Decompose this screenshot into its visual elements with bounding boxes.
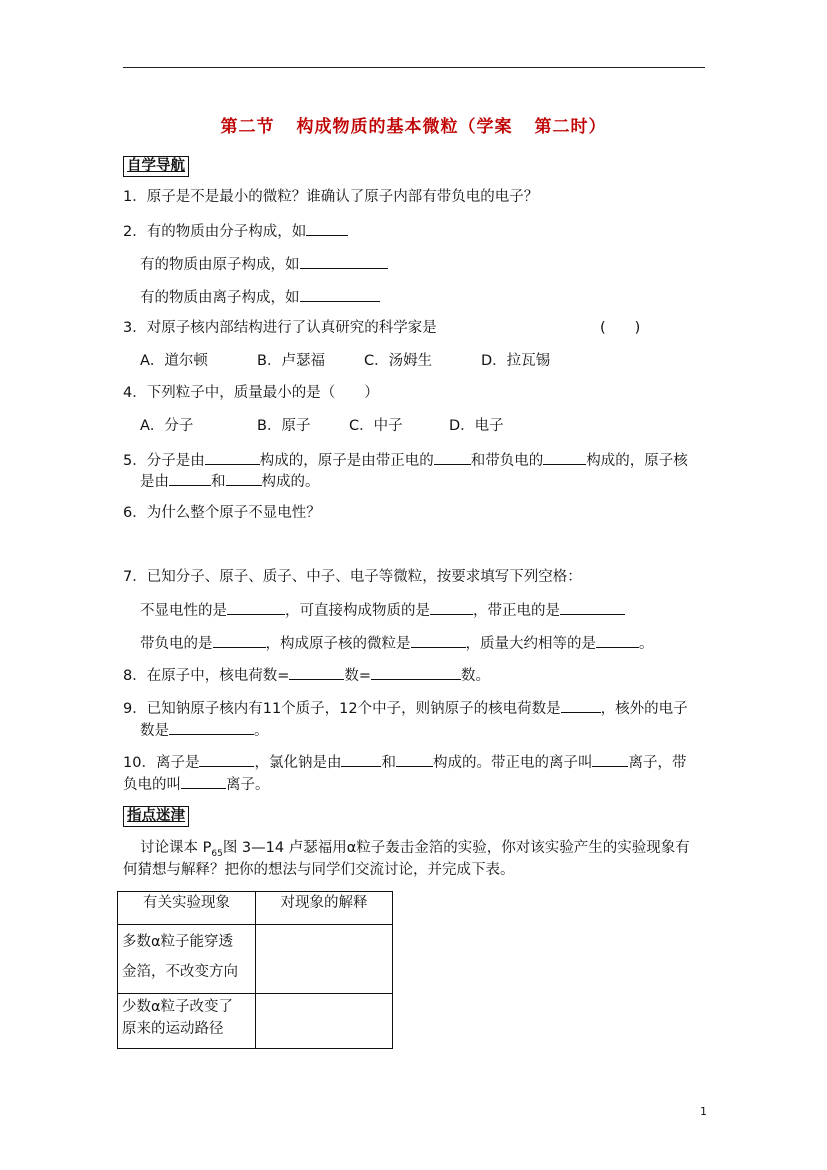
title-main: 构成物质的基本微粒（学案 xyxy=(296,117,513,137)
title-period: 第二时） xyxy=(534,117,607,137)
question-1: 1．原子是不是最小的微粒？谁确认了原子内部有带负电的电子？ xyxy=(123,189,539,205)
question-2a: 2．有的物质由分子构成，如 xyxy=(123,220,348,242)
experiment-table xyxy=(117,891,393,1049)
option-a[interactable]: A．分子 xyxy=(140,418,194,434)
section-guidance: 指点迷津 xyxy=(123,806,189,827)
answer-blank[interactable] xyxy=(592,751,628,767)
question-6: 6．为什么整个原子不显电性？ xyxy=(123,505,321,521)
answer-blank[interactable] xyxy=(227,599,285,615)
answer-blank[interactable] xyxy=(561,697,601,713)
option-d[interactable]: D．拉瓦锡 xyxy=(481,353,551,369)
question-4-options xyxy=(140,416,504,436)
option-b[interactable]: B．原子 xyxy=(257,418,311,434)
answer-blank[interactable] xyxy=(434,449,471,465)
answer-blank[interactable] xyxy=(169,719,254,735)
answer-blank[interactable] xyxy=(396,751,433,767)
question-10: 10．离子是 ，氯化钠是由 和 构成的。带正电的离子叫 离子，带 xyxy=(123,751,686,773)
answer-blank[interactable] xyxy=(560,599,625,615)
question-5-cont: 是由 和 构成的。 xyxy=(140,470,320,492)
answer-blank[interactable] xyxy=(289,664,344,680)
option-c[interactable]: C．汤姆生 xyxy=(364,353,433,369)
answer-blank[interactable] xyxy=(371,664,461,680)
question-3-options xyxy=(140,351,550,371)
table-cell-explanation-1[interactable] xyxy=(256,925,393,994)
answer-blank[interactable] xyxy=(181,773,226,789)
question-9: 9．已知钠原子核内有11个质子，12个中子，则钠原子的核电荷数是 ，核外的电子 xyxy=(123,697,688,719)
page-ref-subscript: 65 xyxy=(211,848,223,859)
answer-blank[interactable] xyxy=(543,449,586,465)
table-header-phenomenon: 有关实验现象 xyxy=(118,892,256,925)
answer-blank[interactable] xyxy=(213,632,266,648)
option-c[interactable]: C．中子 xyxy=(349,418,403,434)
question-7-line1: 不显电性的是 ，可直接构成物质的是 ，带正电的是 xyxy=(140,599,625,621)
question-5: 5．分子是由 构成的，原子是由带正电的 和带负电的 构成的，原子核 xyxy=(123,449,688,471)
option-a[interactable]: A．道尔顿 xyxy=(140,353,208,369)
answer-blank[interactable] xyxy=(306,220,348,236)
title-section: 第二节 xyxy=(220,117,275,137)
answer-blank[interactable] xyxy=(169,470,211,486)
section-self-study: 自学导航 xyxy=(123,156,189,177)
answer-blank[interactable] xyxy=(205,449,260,465)
discussion-line2: 何猜想与解释？把你的想法与同学们交流讨论，并完成下表。 xyxy=(123,862,515,878)
answer-blank[interactable] xyxy=(300,286,380,302)
option-d[interactable]: D．电子 xyxy=(449,418,504,434)
header-rule xyxy=(123,67,705,68)
answer-blank[interactable] xyxy=(411,632,466,648)
page-title xyxy=(0,112,827,137)
question-3: 3．对原子核内部结构进行了认真研究的科学家是 xyxy=(123,320,437,336)
discussion-line1: 讨论课本 $P_{65}$图 3—14 卢瑟福用α粒子轰击金箔的实验，你对该实验产生的实验现象有 xyxy=(140,840,690,859)
answer-blank[interactable] xyxy=(199,751,254,767)
question-2b: 有的物质由原子构成，如 xyxy=(140,253,388,275)
answer-blank[interactable] xyxy=(226,470,262,486)
table-cell-phenomenon-2: 少数α粒子改变了 原来的运动路径 xyxy=(118,994,256,1049)
answer-blank[interactable] xyxy=(596,632,639,648)
question-10-cont: 负电的叫 离子。 xyxy=(123,773,270,795)
table-header-explanation: 对现象的解释 xyxy=(256,892,393,925)
table-cell-explanation-2[interactable] xyxy=(256,994,393,1049)
answer-blank[interactable] xyxy=(300,253,388,269)
question-3-answer-paren[interactable]: ( ) xyxy=(600,320,641,336)
option-b[interactable]: B．卢瑟福 xyxy=(257,353,325,369)
answer-blank[interactable] xyxy=(430,599,473,615)
page-number: 1 xyxy=(700,1105,707,1118)
question-7: 7．已知分子、原子、质子、中子、电子等微粒，按要求填写下列空格： xyxy=(123,569,582,585)
question-4: 4．下列粒子中，质量最小的是（ ） xyxy=(123,385,379,401)
question-2c: 有的物质由离子构成，如 xyxy=(140,286,380,308)
question-7-line2: 带负电的是 ，构成原子核的微粒是 ，质量大约相等的是 。 xyxy=(140,632,654,654)
question-8: 8．在原子中，核电荷数= 数= 数。 xyxy=(123,664,490,686)
question-9-cont: 数是 。 xyxy=(140,719,269,741)
table-cell-phenomenon-1: 多数α粒子能穿透 金箔，不改变方向 xyxy=(118,925,256,994)
answer-blank[interactable] xyxy=(341,751,381,767)
